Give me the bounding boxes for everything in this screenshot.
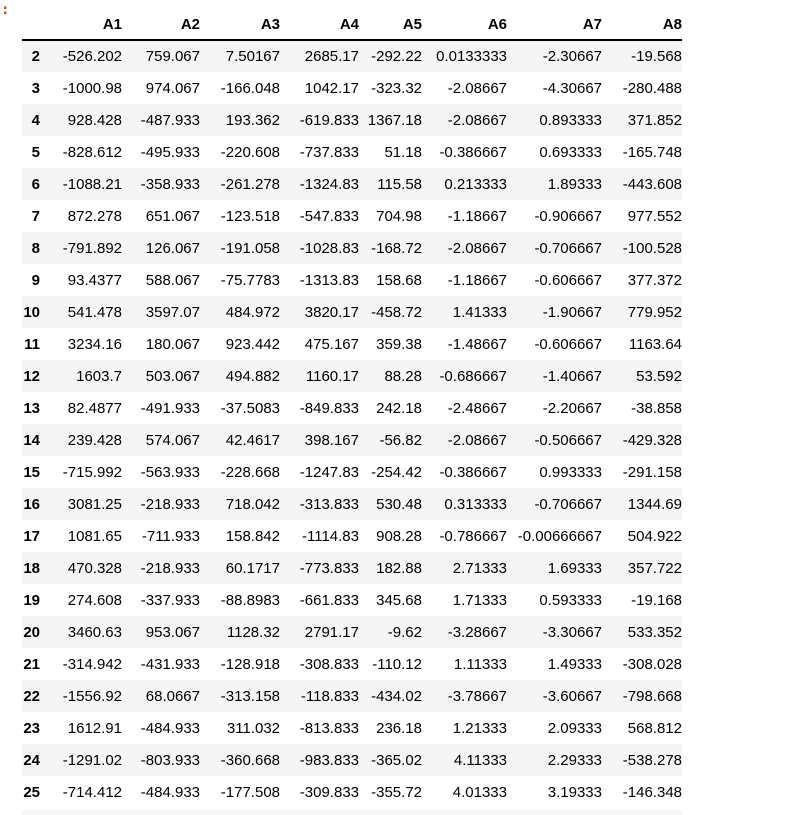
- column-header: A5: [402, 16, 422, 33]
- table-head: [22, 10, 682, 40]
- data-cell: 60.1717: [225, 559, 280, 577]
- data-cell: 88.28: [384, 367, 422, 385]
- data-cell: 953.067: [145, 623, 200, 641]
- table-row: [22, 264, 682, 296]
- data-cell: 1.41333: [452, 303, 507, 321]
- data-cell: -261.278: [220, 175, 280, 193]
- data-cell: -254.42: [371, 463, 422, 481]
- data-cell: -714.412: [62, 783, 122, 801]
- data-cell: -123.518: [220, 207, 280, 225]
- data-cell: -487.933: [140, 111, 200, 129]
- data-cell: -443.608: [622, 175, 682, 193]
- data-cell: -773.833: [299, 559, 359, 577]
- data-cell: 1.69333: [547, 559, 602, 577]
- data-cell: -2.08667: [447, 239, 507, 257]
- row-index-cell: 15: [23, 463, 40, 481]
- data-cell: 4.01333: [452, 783, 507, 801]
- data-cell: -313.158: [220, 687, 280, 705]
- data-cell: 311.032: [226, 719, 280, 737]
- data-cell: 1163.64: [628, 335, 682, 353]
- column-header: A3: [260, 16, 280, 33]
- data-cell: -308.028: [622, 655, 682, 673]
- data-cell: 0.0133333: [436, 48, 507, 65]
- data-cell: 1603.7: [76, 367, 122, 385]
- data-cell: 3234.16: [67, 335, 122, 353]
- data-cell: -218.933: [140, 495, 200, 513]
- data-cell: -0.786667: [439, 527, 507, 545]
- data-cell: 3081.25: [67, 495, 122, 513]
- data-cell: 1128.32: [226, 623, 280, 641]
- dataframe-table: [22, 10, 682, 808]
- data-cell: 82.4877: [67, 399, 122, 417]
- data-cell: 3597.07: [145, 303, 200, 321]
- data-cell: -177.508: [220, 783, 280, 801]
- data-cell: -1.18667: [447, 271, 507, 289]
- data-cell: -798.668: [622, 687, 682, 705]
- row-index-cell: 21: [23, 655, 40, 673]
- table-row: [22, 40, 682, 72]
- data-cell: -563.933: [140, 463, 200, 481]
- column-header: A2: [180, 16, 200, 33]
- data-cell: -323.32: [371, 79, 422, 97]
- table-row: [22, 72, 682, 104]
- row-index-cell: 6: [31, 175, 40, 193]
- data-cell: -0.386667: [439, 143, 507, 161]
- data-cell: -0.706667: [534, 239, 602, 257]
- data-cell: -0.606667: [534, 335, 602, 353]
- data-cell: 2.09333: [547, 719, 602, 737]
- data-cell: -1313.83: [299, 271, 359, 289]
- data-cell: 530.48: [376, 495, 422, 513]
- data-cell: 533.352: [627, 623, 682, 641]
- data-cell: 872.278: [67, 207, 122, 225]
- data-cell: -360.668: [220, 751, 280, 769]
- data-cell: -4.30667: [542, 79, 602, 97]
- data-cell: -228.668: [220, 463, 280, 481]
- data-cell: 398.167: [304, 431, 359, 449]
- data-cell: 0.593333: [539, 591, 602, 609]
- data-cell: 977.552: [627, 207, 682, 225]
- data-cell: 274.608: [67, 591, 122, 609]
- data-cell: 3820.17: [304, 303, 359, 321]
- row-index-cell: 24: [23, 751, 40, 769]
- data-cell: 568.812: [627, 719, 682, 737]
- data-cell: -1556.92: [62, 687, 122, 705]
- data-cell: 93.4377: [67, 271, 122, 289]
- row-index-cell: 23: [23, 719, 40, 737]
- data-cell: -619.833: [299, 111, 359, 129]
- table-row: [22, 328, 682, 360]
- row-index-cell: 2: [31, 48, 40, 65]
- data-cell: 4.11333: [453, 751, 507, 769]
- data-cell: 377.372: [627, 271, 682, 289]
- row-index-cell: 16: [23, 495, 40, 513]
- data-cell: 0.893333: [539, 111, 602, 129]
- data-cell: -1114.83: [302, 527, 359, 545]
- table-row: [22, 744, 682, 776]
- data-cell: 42.4617: [225, 431, 280, 449]
- table-row: [22, 776, 682, 808]
- data-cell: -1028.83: [299, 239, 359, 257]
- data-cell: 923.442: [225, 335, 280, 353]
- data-cell: -2.30667: [542, 48, 602, 65]
- data-cell: -434.02: [371, 687, 422, 705]
- row-index-cell: 17: [23, 527, 40, 545]
- data-cell: 1.89333: [547, 175, 602, 193]
- data-cell: 974.067: [145, 79, 200, 97]
- data-cell: 242.18: [376, 399, 422, 417]
- data-cell: -828.612: [62, 143, 122, 161]
- table-row: [22, 136, 682, 168]
- row-index-cell: 3: [31, 79, 40, 97]
- data-cell: -0.706667: [534, 495, 602, 513]
- data-cell: -166.048: [220, 79, 280, 97]
- data-cell: 494.882: [225, 367, 280, 385]
- table-row: [22, 712, 682, 744]
- data-cell: -458.72: [371, 303, 422, 321]
- data-cell: -1291.02: [62, 751, 122, 769]
- table-row: [22, 648, 682, 680]
- data-cell: 180.067: [145, 335, 200, 353]
- data-cell: 0.693333: [539, 143, 602, 161]
- table-row: [22, 200, 682, 232]
- data-cell: -118.833: [300, 687, 359, 705]
- data-cell: 193.362: [225, 111, 280, 129]
- data-cell: -0.686667: [439, 367, 507, 385]
- data-cell: 1160.17: [305, 367, 359, 385]
- data-cell: -715.992: [62, 463, 122, 481]
- data-cell: 158.842: [225, 527, 280, 545]
- data-cell: -0.00666667: [517, 527, 602, 545]
- data-cell: 359.38: [376, 335, 422, 353]
- table-row: [22, 680, 682, 712]
- table-header-row: [22, 10, 682, 40]
- row-index-cell: 14: [23, 431, 40, 449]
- data-cell: -128.918: [220, 655, 280, 673]
- data-cell: 1081.65: [67, 527, 122, 545]
- data-cell: -110.12: [372, 655, 422, 673]
- data-cell: 475.167: [304, 335, 359, 353]
- data-cell: -9.62: [387, 623, 422, 641]
- data-cell: -2.08667: [447, 431, 507, 449]
- data-cell: -431.933: [140, 655, 200, 673]
- table-row: [22, 584, 682, 616]
- row-index-cell: 22: [23, 687, 40, 705]
- data-cell: 1344.69: [627, 495, 682, 513]
- row-index-cell: 12: [23, 367, 40, 385]
- data-cell: -711.933: [141, 527, 200, 545]
- data-cell: 236.18: [376, 719, 422, 737]
- data-cell: 541.478: [67, 303, 122, 321]
- data-cell: -19.168: [631, 591, 682, 609]
- data-cell: -1000.98: [62, 79, 122, 97]
- data-cell: 182.88: [376, 559, 422, 577]
- data-cell: -0.506667: [534, 431, 602, 449]
- data-cell: -1.18667: [447, 207, 507, 225]
- row-index-cell: 7: [31, 207, 40, 225]
- column-header: A1: [102, 16, 122, 33]
- data-cell: -191.058: [220, 239, 280, 257]
- data-cell: -2.20667: [542, 399, 602, 417]
- data-cell: -1088.21: [62, 175, 122, 193]
- output-prompt-colon: :: [1, 2, 10, 18]
- row-index-cell: 8: [31, 239, 40, 257]
- data-cell: -3.30667: [542, 623, 602, 641]
- data-cell: 1367.18: [367, 111, 422, 129]
- data-cell: 1612.91: [67, 719, 122, 737]
- data-cell: -737.833: [299, 143, 359, 161]
- data-cell: -538.278: [622, 751, 682, 769]
- data-cell: 704.98: [376, 207, 422, 225]
- data-cell: -813.833: [299, 719, 359, 737]
- data-cell: 1.49333: [547, 655, 602, 673]
- data-cell: 2.71333: [452, 559, 507, 577]
- data-cell: 503.067: [145, 367, 200, 385]
- column-header: A6: [487, 16, 507, 33]
- data-cell: 126.067: [145, 239, 200, 257]
- row-index-cell: 20: [23, 623, 40, 641]
- data-cell: -337.933: [140, 591, 200, 609]
- data-cell: -100.528: [622, 239, 682, 257]
- data-cell: 357.722: [627, 559, 682, 577]
- data-cell: 51.18: [384, 143, 422, 161]
- data-cell: -2.08667: [447, 111, 507, 129]
- data-cell: -791.892: [62, 239, 122, 257]
- table-row: [22, 104, 682, 136]
- data-cell: 158.68: [376, 271, 422, 289]
- data-cell: 588.067: [145, 271, 200, 289]
- data-cell: -484.933: [140, 783, 200, 801]
- data-cell: 574.067: [145, 431, 200, 449]
- table-row: [22, 616, 682, 648]
- table-row: [22, 392, 682, 424]
- index-corner-cell: [22, 10, 40, 40]
- data-cell: -3.60667: [542, 687, 602, 705]
- data-cell: 68.0667: [145, 687, 200, 705]
- data-cell: -75.7783: [220, 271, 280, 289]
- data-cell: 7.50167: [225, 48, 280, 65]
- data-cell: 2.29333: [547, 751, 602, 769]
- table-row: [22, 488, 682, 520]
- data-cell: 3460.63: [67, 623, 122, 641]
- row-index-cell: 11: [24, 335, 40, 353]
- table-row: [22, 168, 682, 200]
- data-cell: 1.11333: [453, 655, 507, 673]
- row-index-cell: 9: [31, 271, 40, 289]
- data-cell: -1247.83: [299, 463, 359, 481]
- data-cell: 779.952: [627, 303, 682, 321]
- data-cell: 484.972: [225, 303, 280, 321]
- row-index-cell: 19: [23, 591, 40, 609]
- row-index-cell: 5: [31, 143, 40, 161]
- data-cell: 345.68: [376, 591, 422, 609]
- data-cell: -168.72: [371, 239, 422, 257]
- data-cell: -358.933: [140, 175, 200, 193]
- table-row: [22, 456, 682, 488]
- data-cell: 908.28: [376, 527, 422, 545]
- data-cell: 239.428: [67, 431, 122, 449]
- table-row: [22, 232, 682, 264]
- table-row: [22, 424, 682, 456]
- data-cell: 53.592: [636, 367, 682, 385]
- data-cell: -1.40667: [542, 367, 602, 385]
- data-cell: -3.28667: [447, 623, 507, 641]
- data-cell: -803.933: [140, 751, 200, 769]
- row-index-cell: 25: [23, 783, 40, 801]
- data-cell: -661.833: [299, 591, 359, 609]
- data-cell: -429.328: [622, 431, 682, 449]
- column-header: A8: [662, 16, 682, 33]
- data-cell: 651.067: [145, 207, 200, 225]
- table-row: [22, 360, 682, 392]
- column-header: A7: [582, 16, 602, 33]
- data-cell: -280.488: [622, 79, 682, 97]
- data-cell: -526.202: [62, 48, 122, 65]
- data-cell: -309.833: [299, 783, 359, 801]
- data-cell: 759.067: [145, 48, 200, 65]
- data-cell: 470.328: [67, 559, 122, 577]
- data-cell: 0.213333: [444, 175, 507, 193]
- data-cell: -547.833: [299, 207, 359, 225]
- data-cell: -56.82: [379, 431, 422, 449]
- column-header: A4: [339, 16, 359, 33]
- data-cell: -365.02: [371, 751, 422, 769]
- data-cell: -308.833: [299, 655, 359, 673]
- data-cell: -491.933: [140, 399, 200, 417]
- data-cell: 928.428: [67, 111, 122, 129]
- data-cell: -0.906667: [534, 207, 602, 225]
- data-cell: -983.833: [299, 751, 359, 769]
- data-cell: 1.21333: [452, 719, 507, 737]
- data-cell: 1.71333: [452, 591, 507, 609]
- data-cell: -313.833: [299, 495, 359, 513]
- data-cell: 718.042: [225, 495, 280, 513]
- data-cell: 0.313333: [444, 495, 507, 513]
- table-body: [22, 40, 682, 808]
- data-cell: -0.606667: [534, 271, 602, 289]
- data-cell: -38.858: [631, 399, 682, 417]
- data-cell: 504.922: [627, 527, 682, 545]
- data-cell: -165.748: [622, 143, 682, 161]
- data-cell: 371.852: [627, 111, 682, 129]
- data-cell: -2.08667: [447, 79, 507, 97]
- data-cell: -220.608: [220, 143, 280, 161]
- data-cell: 2685.17: [304, 48, 359, 65]
- table-row: [22, 520, 682, 552]
- table-row: [22, 296, 682, 328]
- data-cell: -218.933: [140, 559, 200, 577]
- data-cell: 0.993333: [539, 463, 602, 481]
- data-cell: -314.942: [62, 655, 122, 673]
- data-cell: -37.5083: [220, 399, 280, 417]
- data-cell: 1042.17: [304, 79, 359, 97]
- row-index-cell: 4: [31, 111, 40, 129]
- data-cell: -146.348: [622, 783, 682, 801]
- table-row: [22, 552, 682, 584]
- data-cell: 3.19333: [547, 783, 602, 801]
- data-cell: -292.22: [371, 48, 422, 65]
- data-cell: -355.72: [371, 783, 422, 801]
- data-cell: 115.58: [377, 175, 422, 193]
- row-index-cell: 13: [23, 399, 40, 417]
- data-cell: -495.933: [140, 143, 200, 161]
- data-cell: -0.386667: [439, 463, 507, 481]
- data-cell: -3.78667: [447, 687, 507, 705]
- data-cell: -849.833: [299, 399, 359, 417]
- data-cell: -291.158: [622, 463, 682, 481]
- data-cell: -88.8983: [220, 591, 280, 609]
- row-index-cell: 10: [23, 303, 40, 321]
- data-cell: -1.90667: [542, 303, 602, 321]
- partial-next-row-stripe: [22, 810, 682, 815]
- data-cell: -2.48667: [447, 399, 507, 417]
- row-index-cell: 18: [23, 559, 40, 577]
- data-cell: -19.568: [631, 48, 682, 65]
- data-cell: -1324.83: [299, 175, 359, 193]
- data-cell: 2791.17: [304, 623, 359, 641]
- data-cell: -484.933: [140, 719, 200, 737]
- data-cell: -1.48667: [447, 335, 507, 353]
